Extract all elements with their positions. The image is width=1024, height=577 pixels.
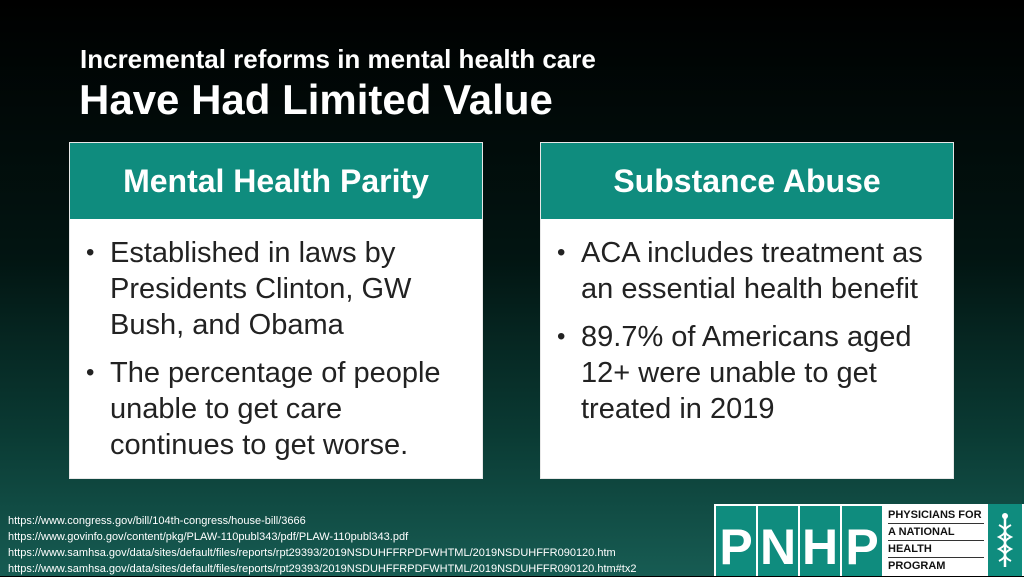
- bullet-list: [541, 219, 953, 427]
- pnhp-logo: [714, 504, 1024, 576]
- list-item: [557, 319, 935, 427]
- logo-letter: P: [842, 506, 882, 576]
- logo-line: HEALTH: [888, 541, 984, 558]
- mental-health-parity-card: [69, 142, 483, 479]
- reference-link[interactable]: https://www.samhsa.gov/data/sites/default/files/reports/rpt29393/2019NSDUHFFRPDFWHTML/2019NSDUHFFR090120.htm#tx2: [8, 563, 637, 575]
- logo-letters: [714, 504, 884, 576]
- bullet-text: 89.7% of Americans aged 12+ were unable to get treated in 2019: [581, 321, 912, 425]
- bullet-icon: •: [557, 239, 566, 266]
- list-item: [86, 355, 464, 463]
- bullet-icon: •: [557, 323, 566, 350]
- bullet-text: Established in laws by Presidents Clinton, GW Bush, and Obama: [110, 237, 412, 341]
- substance-abuse-card: [540, 142, 954, 479]
- logo-text: [888, 504, 984, 576]
- caduceus-icon: [988, 504, 1022, 576]
- list-item: [86, 235, 464, 343]
- logo-line: PHYSICIANS FOR: [888, 507, 984, 524]
- logo-letter: N: [758, 506, 798, 576]
- logo-line: A NATIONAL: [888, 524, 984, 541]
- reference-link[interactable]: https://www.govinfo.gov/content/pkg/PLAW-110publ343/pdf/PLAW-110publ343.pdf: [8, 531, 409, 543]
- card-heading: Substance Abuse: [541, 143, 953, 219]
- bullet-icon: •: [86, 239, 95, 266]
- bullet-text: ACA includes treatment as an essential health benefit: [581, 237, 923, 305]
- bullet-text: The percentage of people unable to get care continues to get worse.: [110, 357, 441, 461]
- reference-link[interactable]: https://www.samhsa.gov/data/sites/default/files/reports/rpt29393/2019NSDUHFFRPDFWHTML/2019NSDUHFFR090120.htm: [8, 547, 616, 559]
- logo-line: PROGRAM: [888, 559, 946, 572]
- reference-link[interactable]: https://www.congress.gov/bill/104th-congress/house-bill/3666: [8, 515, 306, 527]
- bullet-icon: •: [86, 359, 95, 386]
- bullet-list: [70, 219, 482, 463]
- slide-title: Have Had Limited Value: [79, 76, 553, 123]
- references: [8, 513, 636, 577]
- list-item: [557, 235, 935, 307]
- card-heading: Mental Health Parity: [70, 143, 482, 219]
- logo-letter: H: [800, 506, 840, 576]
- logo-letter: P: [716, 506, 756, 576]
- slide-subtitle: Incremental reforms in mental health care: [80, 44, 596, 74]
